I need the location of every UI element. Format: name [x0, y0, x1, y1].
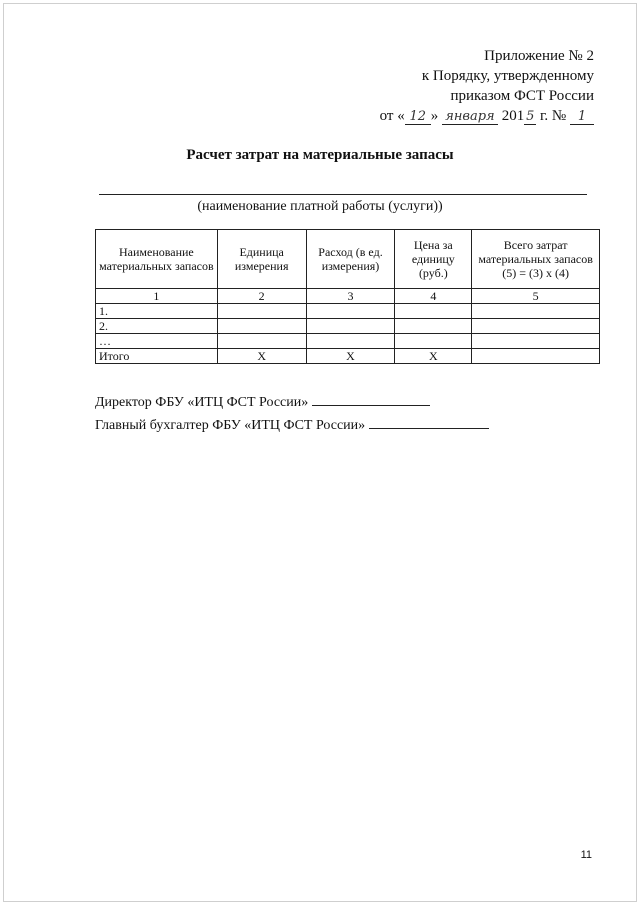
date-day: 12: [405, 109, 431, 125]
table-total-row: [96, 349, 600, 364]
costs-table: [95, 229, 600, 364]
table-cell: [306, 334, 395, 349]
table-row: [96, 304, 600, 319]
table-cell: [472, 349, 600, 364]
table-cell: [395, 334, 472, 349]
appendix-header: [380, 46, 594, 126]
table-cell: [217, 304, 306, 319]
total-label: Итого: [96, 349, 218, 364]
header-unit: Единица измерения: [217, 230, 306, 289]
work-name-caption: (наименование платной работы (услуги)): [197, 199, 443, 214]
date-year-prefix: 201: [501, 108, 525, 124]
table-cell: …: [96, 334, 218, 349]
table-number-row: [96, 289, 600, 304]
table-cell: Х: [306, 349, 395, 364]
table-header-row: [96, 230, 600, 289]
date-prefix: от «: [379, 108, 405, 124]
table-cell: Х: [395, 349, 472, 364]
date-quote: »: [430, 108, 439, 124]
page-border: [3, 3, 637, 902]
table-cell: [472, 319, 600, 334]
table-cell: [217, 334, 306, 349]
page-number: 11: [580, 849, 592, 861]
accountant-signature-blank: [369, 416, 489, 429]
column-number: 2: [217, 289, 306, 304]
order-number: 1: [570, 109, 594, 125]
table-cell: 2.: [96, 319, 218, 334]
table-cell: [472, 334, 600, 349]
column-number: 1: [96, 289, 218, 304]
header-unit-price: Цена за единицу (руб.): [395, 230, 472, 289]
column-number: 5: [472, 289, 600, 304]
document-title: Расчет затрат на материальные запасы: [186, 147, 454, 163]
table-cell: [472, 304, 600, 319]
accountant-signature-line: [95, 416, 489, 434]
work-name-field-line: [99, 194, 587, 195]
director-signature-line: [95, 393, 430, 411]
table-cell: [306, 319, 395, 334]
date-month: января: [442, 109, 498, 125]
appendix-date-line: [380, 106, 594, 126]
director-signature-blank: [312, 393, 430, 406]
table-cell: 1.: [96, 304, 218, 319]
table-cell: Х: [217, 349, 306, 364]
appendix-order-issuer: приказом ФСТ России: [450, 88, 594, 104]
appendix-order-ref: к Порядку, утвержденному: [421, 68, 594, 84]
header-material-name: Наименование материальных запасов: [96, 230, 218, 289]
date-g-label: г. №: [539, 108, 567, 124]
column-number: 4: [395, 289, 472, 304]
table-row: [96, 334, 600, 349]
table-cell: [306, 304, 395, 319]
header-consumption: Расход (в ед. измерения): [306, 230, 395, 289]
table-row: [96, 319, 600, 334]
table-cell: [395, 319, 472, 334]
header-total-cost: Всего затрат материальных запасов (5) = (3) х (4): [472, 230, 600, 289]
table-cell: [217, 319, 306, 334]
column-number: 3: [306, 289, 395, 304]
date-year-digit: 5: [526, 109, 535, 124]
table-cell: [395, 304, 472, 319]
accountant-label: Главный бухгалтер ФБУ «ИТЦ ФСТ России»: [95, 418, 366, 433]
director-label: Директор ФБУ «ИТЦ ФСТ России»: [95, 395, 309, 410]
appendix-title: Приложение № 2: [484, 48, 594, 64]
